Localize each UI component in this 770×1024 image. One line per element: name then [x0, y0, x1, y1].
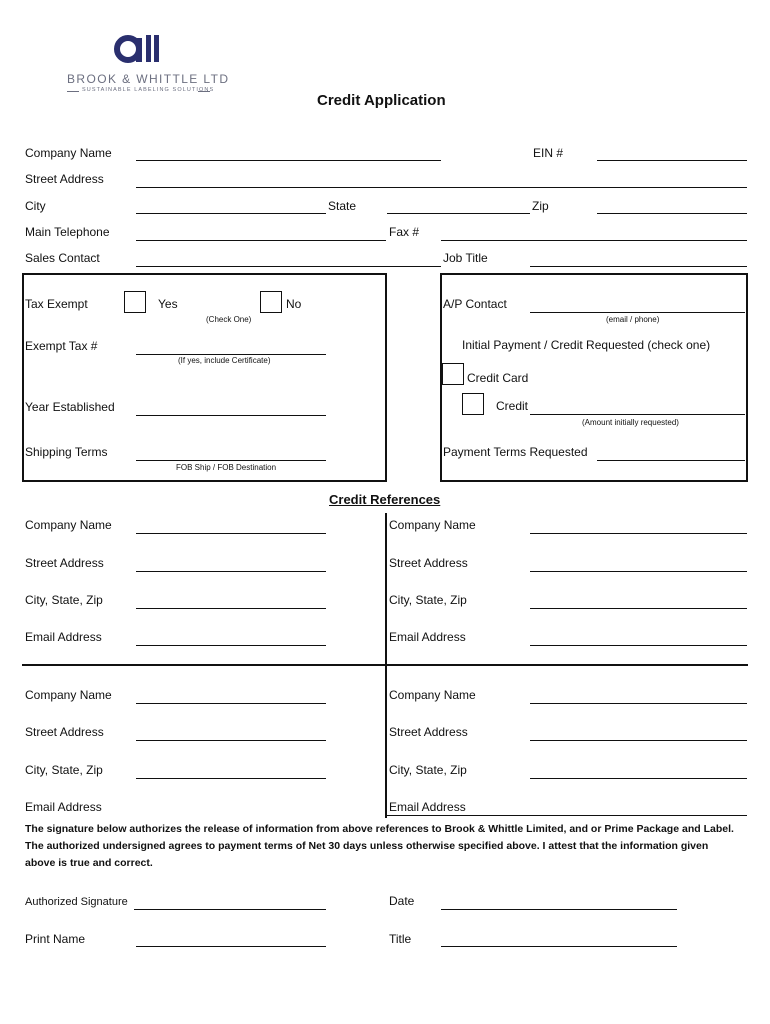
ref4-email-label: Email Address [389, 800, 466, 814]
ref1-street-address-field[interactable] [136, 571, 326, 572]
job-title-field[interactable] [530, 266, 747, 267]
shipping-terms-field[interactable] [136, 460, 326, 461]
brook-whittle-logo-mark [113, 34, 161, 66]
credit-amount-field[interactable] [530, 414, 745, 415]
ref2-city-state-zip-field[interactable] [530, 608, 747, 609]
ref1-company-name-label: Company Name [25, 518, 112, 532]
state-field[interactable] [387, 213, 530, 214]
fob-note: FOB Ship / FOB Destination [176, 463, 277, 472]
ref3-email-label: Email Address [25, 800, 102, 814]
year-established-label: Year Established [25, 400, 115, 414]
ref2-street-address-label: Street Address [389, 556, 468, 570]
credit-references-title: Credit References [329, 492, 441, 507]
ref3-street-address-field[interactable] [136, 740, 326, 741]
tax-exempt-label: Tax Exempt [25, 297, 88, 311]
logo-rule-right [198, 91, 210, 92]
ref4-company-name-field[interactable] [530, 703, 747, 704]
ref3-city-state-zip-field[interactable] [136, 778, 326, 779]
credit-card-label: Credit Card [467, 371, 529, 385]
ref3-company-name-label: Company Name [25, 688, 112, 702]
title-label: Title [389, 932, 412, 946]
date-field[interactable] [441, 909, 677, 910]
ref4-city-state-zip-label: City, State, Zip [389, 763, 467, 777]
logo-tagline: SUSTAINABLE LABELING SOLUTIONS [82, 87, 215, 93]
date-label: Date [389, 894, 415, 908]
initial-payment-label: Initial Payment / Credit Requested (check one) [462, 338, 711, 352]
ref1-street-address-label: Street Address [25, 556, 104, 570]
title-field[interactable] [441, 946, 677, 947]
ref3-street-address-label: Street Address [25, 725, 104, 739]
fax-field[interactable] [441, 240, 747, 241]
signature-statement: The signature below authorizes the release of information from above references to Brook & Whittle Limited, and or Prime Package and Label. The authorized undersigned agrees to payment terms of Net 30 days unless otherwise specified above. I attest that the information given above is true and correct. [25, 823, 734, 869]
certificate-note: (If yes, include Certificate) [178, 356, 271, 365]
tax-exempt-no-checkbox[interactable] [260, 291, 282, 313]
ref4-street-address-field[interactable] [530, 740, 747, 741]
ref4-company-name-label: Company Name [389, 688, 476, 702]
logo-company-name: BROOK & WHITTLE LTD [67, 72, 230, 86]
ref1-email-label: Email Address [25, 630, 102, 644]
sales-contact-label: Sales Contact [25, 251, 100, 265]
ref1-city-state-zip-field[interactable] [136, 608, 326, 609]
ref1-company-name-field[interactable] [136, 533, 326, 534]
ref3-city-state-zip-label: City, State, Zip [25, 763, 103, 777]
ein-field[interactable] [597, 160, 747, 161]
shipping-terms-label: Shipping Terms [25, 445, 108, 459]
ref2-street-address-field[interactable] [530, 571, 747, 572]
ref1-city-state-zip-label: City, State, Zip [25, 593, 103, 607]
ref2-company-name-field[interactable] [530, 533, 747, 534]
exempt-tax-field[interactable] [136, 354, 326, 355]
ref2-city-state-zip-label: City, State, Zip [389, 593, 467, 607]
check-one-note: (Check One) [206, 315, 252, 324]
ref1-email-field[interactable] [136, 645, 326, 646]
zip-label: Zip [532, 199, 549, 213]
ref2-company-name-label: Company Name [389, 518, 476, 532]
city-field[interactable] [136, 213, 326, 214]
credit-card-checkbox[interactable] [442, 363, 464, 385]
payment-terms-field[interactable] [597, 460, 745, 461]
tax-exempt-yes-checkbox[interactable] [124, 291, 146, 313]
street-address-field[interactable] [136, 187, 747, 188]
credit-label: Credit [496, 399, 529, 413]
references-divider-horizontal [22, 664, 748, 666]
zip-field[interactable] [597, 213, 747, 214]
ref2-email-field[interactable] [530, 645, 747, 646]
ref3-company-name-field[interactable] [136, 703, 326, 704]
city-label: City [25, 199, 46, 213]
authorized-signature-label: Authorized Signature [25, 896, 128, 908]
ref2-email-label: Email Address [389, 630, 466, 644]
main-telephone-label: Main Telephone [25, 225, 110, 239]
page-title: Credit Application [317, 92, 446, 109]
state-label: State [328, 199, 357, 213]
logo-rule-left [67, 91, 79, 92]
ein-label: EIN # [533, 146, 564, 160]
print-name-label: Print Name [25, 932, 86, 946]
sales-contact-field[interactable] [136, 266, 441, 267]
company-name-field[interactable] [136, 160, 441, 161]
ap-contact-field[interactable] [530, 312, 745, 313]
street-address-label: Street Address [25, 172, 104, 186]
authorized-signature-field[interactable] [134, 909, 326, 910]
job-title-label: Job Title [443, 251, 488, 265]
fax-label: Fax # [389, 225, 420, 239]
print-name-field[interactable] [136, 946, 326, 947]
main-telephone-field[interactable] [136, 240, 386, 241]
amount-note: (Amount initially requested) [582, 418, 679, 427]
company-name-label: Company Name [25, 146, 112, 160]
ref4-street-address-label: Street Address [389, 725, 468, 739]
ref4-city-state-zip-field[interactable] [530, 778, 747, 779]
ref-email-field-shared[interactable] [386, 815, 747, 816]
tax-exempt-no-label: No [286, 297, 302, 311]
ap-contact-label: A/P Contact [443, 297, 507, 311]
year-established-field[interactable] [136, 415, 326, 416]
payment-terms-label: Payment Terms Requested [443, 445, 588, 459]
tax-exempt-yes-label: Yes [158, 297, 178, 311]
email-phone-note: (email / phone) [606, 315, 660, 324]
credit-checkbox[interactable] [462, 393, 484, 415]
exempt-tax-label: Exempt Tax # [25, 339, 98, 353]
